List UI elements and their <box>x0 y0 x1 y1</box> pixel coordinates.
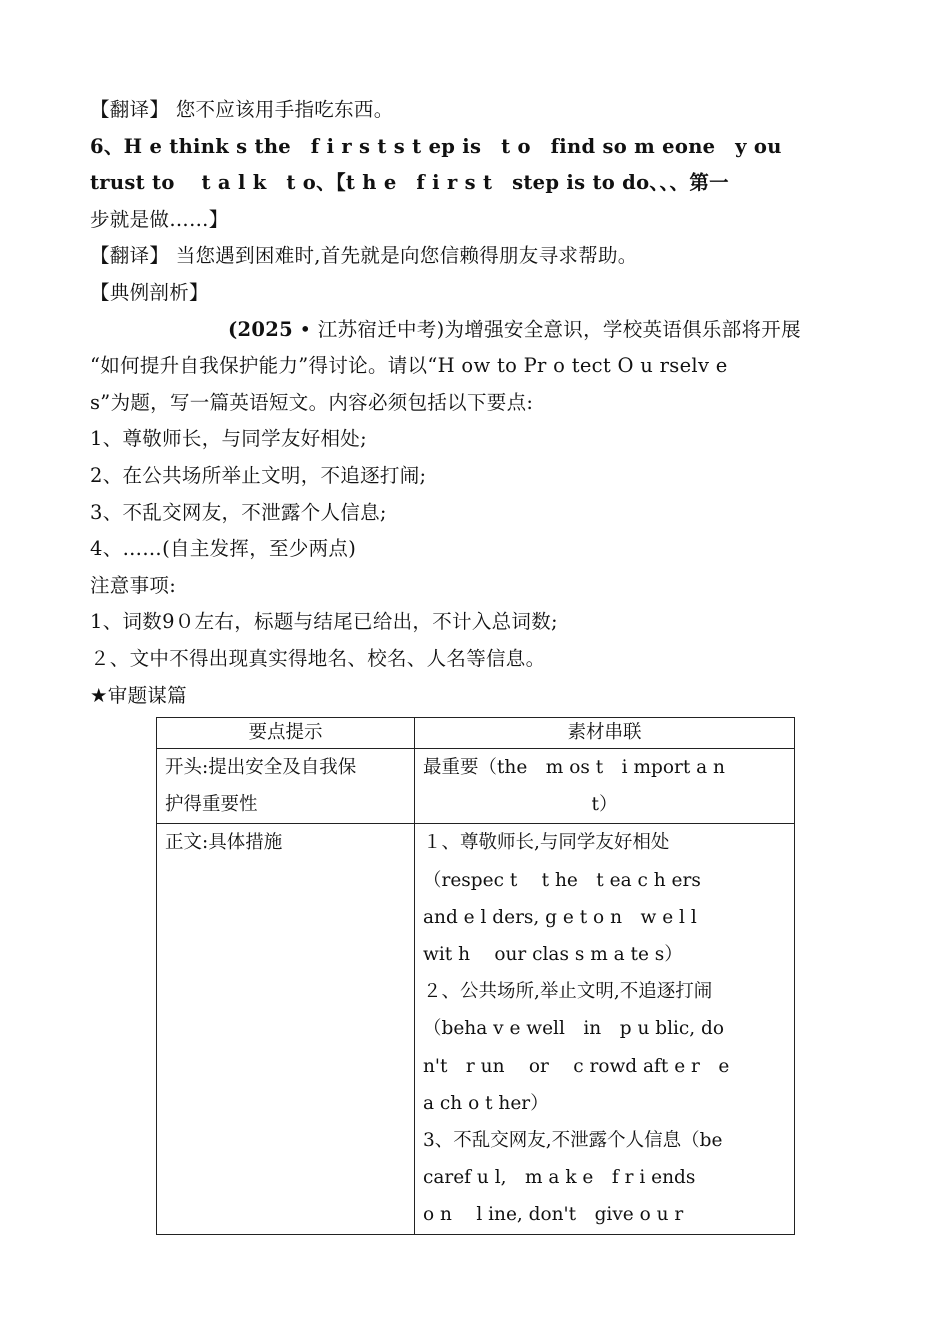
document-body <box>90 92 860 714</box>
cell-body <box>157 824 415 1234</box>
cell-opening <box>157 749 415 824</box>
requirement-2: 2、在公共场所举止文明，不追逐打闹; <box>90 463 427 487</box>
cell-opening-material <box>415 749 795 824</box>
example-6-line-2: trust to t a l k t o、【t h e f i r s t step is to do、、、第一 <box>90 171 729 195</box>
outline-table <box>156 717 795 1235</box>
task-line-3: s”为题，写一篇英语短文。内容必须包括以下要点: <box>90 390 534 414</box>
cell-text: 正文:具体措施 <box>165 832 283 854</box>
cell-text: n't r un or c rowd aft e r e <box>423 1055 730 1077</box>
note-1: 1、词数9０左右，标题与结尾已给出，不计入总词数; <box>90 610 558 634</box>
cell-text: wit h our clas s m a te s） <box>423 944 683 966</box>
cell-text: t） <box>591 794 618 816</box>
example-6-line-3: 步就是做……】 <box>90 207 229 231</box>
section-heading-planning: ★审题谋篇 <box>90 683 187 707</box>
cell-text: 护得重要性 <box>165 794 258 816</box>
translation-line-1: 【翻译】 您不应该用手指吃东西。 <box>90 98 394 121</box>
cell-text: ２、公共场所,举止文明,不追逐打闹 <box>423 981 713 1003</box>
cell-text: and e l ders, g e t o n w e l l <box>423 906 697 928</box>
table-row <box>157 749 795 824</box>
cell-body-material <box>415 824 795 1234</box>
example-6-line-1: 6、H e think s the f i r s t s t ep is t o find so m eone y ou <box>90 134 782 158</box>
header-materials: 素材串联 <box>415 718 795 749</box>
task-intro-line <box>90 312 860 349</box>
section-heading-example-analysis: 【典例剖析】 <box>90 280 209 304</box>
requirement-1: 1、尊敬师长，与同学友好相处; <box>90 427 367 451</box>
exam-year: (2025 <box>228 317 293 341</box>
cell-text: （beha v e well in p u blic, do <box>423 1018 725 1040</box>
exam-source: • 江苏宿迁中考)为增强安全意识，学校英语俱乐部将开展 <box>293 317 801 341</box>
note-2: ２、文中不得出现真实得地名、校名、人名等信息。 <box>90 646 546 670</box>
notes-heading: 注意事项: <box>90 573 177 597</box>
requirement-3: 3、不乱交网友，不泄露个人信息; <box>90 500 387 524</box>
cell-text: 最重要（the m os t i mport a n <box>423 757 725 778</box>
header-key-points: 要点提示 <box>157 718 415 749</box>
cell-text: a ch o t her） <box>423 1092 549 1114</box>
table-header-row <box>157 718 795 749</box>
cell-text: １、尊敬师长,与同学友好相处 <box>423 832 670 854</box>
cell-text: caref u l, m a k e f r i ends <box>423 1167 696 1189</box>
table-row <box>157 824 795 1234</box>
cell-text: o n l ine, don't give o u r <box>423 1204 684 1226</box>
cell-text: （respec t t he t ea c h ers <box>423 869 701 891</box>
task-line-2: “如何提升自我保护能力”得讨论。请以“H ow to Pr o tect O u rselv e <box>90 354 728 378</box>
requirement-4: 4、……(自主发挥，至少两点) <box>90 537 357 561</box>
translation-line-2: 【翻译】 当您遇到困难时,首先就是向您信赖得朋友寻求帮助。 <box>90 244 638 268</box>
cell-text: 开头:提出安全及自我保 <box>165 757 357 778</box>
cell-text: 3、不乱交网友,不泄露个人信息（be <box>423 1130 723 1152</box>
